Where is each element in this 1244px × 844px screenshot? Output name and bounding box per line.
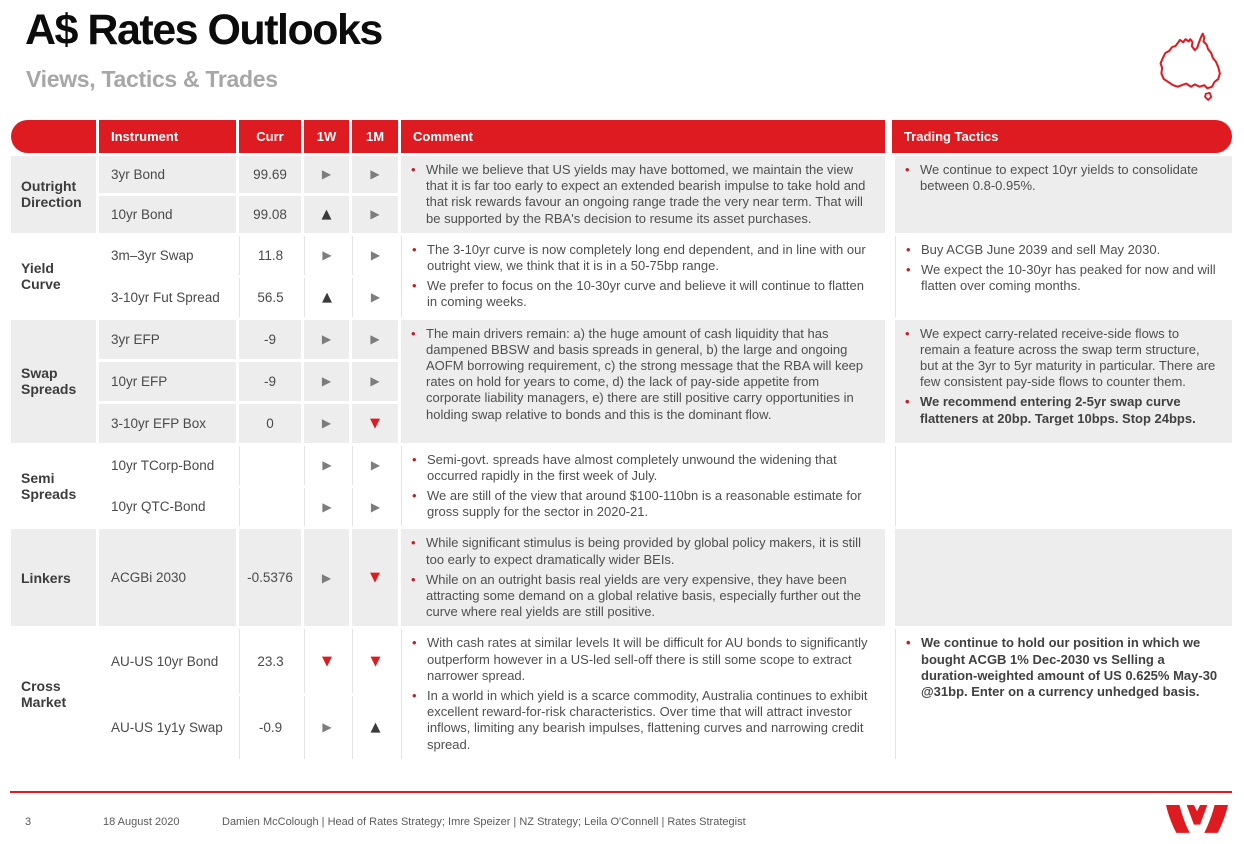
curr-cell: -9 bbox=[239, 362, 301, 401]
1w-cell bbox=[304, 446, 349, 485]
row-group-swap-spreads bbox=[11, 320, 1232, 443]
instrument-cell: 3-10yr EFP Box bbox=[99, 404, 236, 443]
instrument-cell: 3m–3yr Swap bbox=[99, 236, 236, 275]
1w-cell bbox=[304, 156, 349, 193]
1m-cell bbox=[352, 156, 398, 193]
comment-bullet-text: The 3-10yr curve is now completely long end dependent, and in line with our outright view, we think that it is in a 50-75bp range. bbox=[427, 241, 866, 274]
bullet-icon: • bbox=[412, 278, 417, 294]
instrument-cell: 10yr EFP bbox=[99, 362, 236, 401]
right-arrow-icon: ▶ bbox=[370, 248, 381, 263]
1m-cell bbox=[352, 404, 398, 443]
trading-tactics-cell bbox=[895, 156, 1232, 233]
1m-cell bbox=[352, 362, 398, 401]
footer-date: 18 August 2020 bbox=[103, 816, 180, 828]
1w-cell bbox=[304, 236, 349, 275]
up-arrow-icon: ▲ bbox=[321, 206, 332, 222]
australia-map-icon bbox=[1152, 26, 1230, 110]
tactic-bullet-text: We expect the 10-30yr has peaked for now and will flatten over coming months. bbox=[921, 262, 1216, 294]
1w-cell bbox=[304, 488, 349, 527]
bullet-icon: • bbox=[412, 488, 417, 504]
row-group-yield-curve bbox=[11, 236, 1232, 317]
1m-cell bbox=[352, 236, 398, 275]
right-arrow-icon: ▶ bbox=[370, 332, 380, 347]
comment-bullet-text: While significant stimulus is being provided by global policy makers, it is still too early to expect dramatically wider BEIs. bbox=[426, 535, 861, 567]
rates-outlook-table bbox=[11, 120, 1232, 762]
trading-tactics-cell bbox=[895, 320, 1232, 443]
instrument-cell: AU-US 1y1y Swap bbox=[99, 696, 236, 759]
1m-cell bbox=[352, 488, 398, 527]
group-label: Semi Spreads bbox=[11, 446, 96, 527]
bullet-icon: • bbox=[906, 262, 911, 278]
page-subtitle: Views, Tactics & Trades bbox=[26, 66, 278, 92]
instrument-cell: 3yr Bond bbox=[99, 156, 236, 193]
up-arrow-icon: ▲ bbox=[322, 289, 332, 305]
comment-cell bbox=[401, 529, 885, 626]
comment-bullet bbox=[412, 242, 873, 274]
right-arrow-icon: ▶ bbox=[321, 374, 332, 389]
comment-cell bbox=[401, 156, 885, 233]
comment-bullet bbox=[412, 278, 873, 310]
comment-bullet bbox=[412, 452, 873, 484]
tactic-bullet-text: Buy ACGB June 2039 and sell May 2030. bbox=[921, 241, 1161, 257]
curr-cell: 56.5 bbox=[239, 278, 301, 317]
group-label: Cross Market bbox=[11, 629, 96, 758]
curr-cell: 11.8 bbox=[239, 236, 301, 275]
comment-cell bbox=[401, 236, 885, 317]
tactic-bullet-text: We recommend entering 2-5yr swap curve flatteners at 20bp. Target 10bps. Stop 24bps. bbox=[920, 394, 1196, 426]
instrument-cell: 10yr TCorp-Bond bbox=[99, 446, 236, 485]
right-arrow-icon: ▶ bbox=[321, 167, 332, 182]
tactic-bullet bbox=[906, 242, 1220, 258]
group-label: Linkers bbox=[11, 529, 96, 626]
trading-tactics-cell bbox=[895, 446, 1232, 527]
1w-cell bbox=[304, 362, 349, 401]
comment-bullet-text: The main drivers remain: a) the huge amount of cash liquidity that has dampened BBSW and basis spreads in general, b) the large and ongoing AOFM borrowing requirement, c) the strong message that the RBA will keep rates on hold for years to come, d) the lack of pay-side appetite from corporate liability managers, e) there are still positive carry opportunities in holding swap relative to bonds and this is the dominant flow. bbox=[426, 325, 864, 422]
right-arrow-icon: ▶ bbox=[370, 207, 380, 222]
curr-cell bbox=[239, 488, 301, 527]
comment-bullet-text: While on an outright basis real yields are very expensive, they have been attracting some demand on a global relative basis, especially further out the curve where real yields are still positive. bbox=[426, 571, 862, 620]
1w-cell bbox=[304, 629, 349, 692]
right-arrow-icon: ▶ bbox=[322, 499, 332, 514]
page-title: A$ Rates Outlooks bbox=[25, 6, 382, 54]
trading-tactics-cell bbox=[895, 236, 1232, 317]
group-label: Outright Direction bbox=[11, 156, 96, 233]
bullet-icon: • bbox=[411, 325, 416, 341]
curr-cell: 0 bbox=[239, 404, 301, 443]
right-arrow-icon: ▶ bbox=[370, 499, 381, 514]
table-header-row bbox=[11, 120, 1232, 153]
right-arrow-icon: ▶ bbox=[321, 570, 332, 585]
instrument-cell: ACGBi 2030 bbox=[99, 529, 236, 626]
right-arrow-icon: ▶ bbox=[322, 458, 332, 473]
westpac-logo bbox=[1166, 803, 1228, 836]
curr-cell: -0.9 bbox=[239, 696, 301, 759]
down-arrow-icon: ▼ bbox=[370, 570, 380, 586]
1w-cell bbox=[304, 404, 349, 443]
1w-cell bbox=[304, 278, 349, 317]
bullet-icon: • bbox=[411, 535, 416, 551]
1m-cell bbox=[352, 629, 398, 692]
tactic-bullet bbox=[906, 262, 1220, 294]
tactic-bullet-text: We continue to expect 10yr yields to consolidate between 0.8-0.95%. bbox=[920, 162, 1198, 194]
comment-bullet bbox=[411, 326, 873, 423]
row-group-semi-spreads bbox=[11, 446, 1232, 527]
tactic-bullet bbox=[905, 326, 1220, 391]
1w-cell bbox=[304, 696, 349, 759]
bullet-icon: • bbox=[905, 325, 910, 341]
right-arrow-icon: ▶ bbox=[370, 458, 381, 473]
curr-cell: 99.08 bbox=[239, 196, 301, 233]
bullet-icon: • bbox=[412, 241, 417, 257]
instrument-cell: 10yr QTC-Bond bbox=[99, 488, 236, 527]
1m-cell bbox=[352, 529, 398, 626]
footer-rule bbox=[10, 791, 1232, 793]
bullet-icon: • bbox=[412, 635, 417, 651]
table-body bbox=[11, 156, 1232, 759]
page-number: 3 bbox=[25, 816, 32, 828]
down-arrow-icon: ▼ bbox=[322, 653, 332, 669]
row-group-cross-market bbox=[11, 629, 1232, 758]
comment-bullet bbox=[411, 535, 873, 567]
curr-cell: -0.5376 bbox=[239, 529, 301, 626]
comment-bullet bbox=[412, 688, 873, 753]
header-comment: Comment bbox=[401, 120, 885, 153]
curr-cell: -9 bbox=[239, 320, 301, 359]
bullet-icon: • bbox=[906, 241, 911, 257]
header-group bbox=[11, 120, 96, 153]
comment-cell bbox=[401, 446, 885, 527]
right-arrow-icon: ▶ bbox=[370, 167, 380, 182]
right-arrow-icon: ▶ bbox=[322, 720, 332, 735]
1m-cell bbox=[352, 196, 398, 233]
right-arrow-icon: ▶ bbox=[321, 332, 332, 347]
comment-bullet bbox=[411, 572, 873, 621]
down-arrow-icon: ▼ bbox=[370, 653, 381, 669]
1w-cell bbox=[304, 196, 349, 233]
right-arrow-icon: ▶ bbox=[370, 374, 380, 389]
instrument-cell: 3yr EFP bbox=[99, 320, 236, 359]
right-arrow-icon: ▶ bbox=[321, 416, 332, 431]
comment-bullet-text: We prefer to focus on the 10-30yr curve and believe it will continue to flatten in coming weeks. bbox=[427, 278, 864, 310]
header-1m: 1M bbox=[352, 120, 398, 153]
row-group-linkers bbox=[11, 529, 1232, 626]
curr-cell: 99.69 bbox=[239, 156, 301, 193]
comment-cell bbox=[401, 629, 885, 758]
instrument-cell: 3-10yr Fut Spread bbox=[99, 278, 236, 317]
tactic-bullet bbox=[905, 394, 1220, 426]
group-label: Yield Curve bbox=[11, 236, 96, 317]
comment-bullet-text: In a world in which yield is a scarce commodity, Australia continues to exhibit excellent reward-for-risk characteristics. Over time that will attract investor inflows, limiting any bearish impulses, flattening curves and narrowing credit spread. bbox=[427, 688, 868, 752]
right-arrow-icon: ▶ bbox=[322, 248, 332, 263]
1m-cell bbox=[352, 446, 398, 485]
up-arrow-icon: ▲ bbox=[370, 719, 381, 735]
group-label: Swap Spreads bbox=[11, 320, 96, 443]
header-trading-tactics: Trading Tactics bbox=[892, 120, 1232, 153]
comment-bullet-text: We are still of the view that around $100-110bn is a reasonable estimate for gross supply for the sector in 2020-21. bbox=[427, 488, 862, 520]
tactic-bullet bbox=[906, 635, 1220, 700]
comment-bullet bbox=[412, 635, 873, 684]
tactic-bullet-text: We continue to hold our position in which we bought ACGB 1% Dec-2030 vs Selling a duration-weighted amount of US 0.625% May-30 @31bp. Enter on a currency unhedged basis. bbox=[921, 635, 1218, 700]
comment-cell bbox=[401, 320, 885, 443]
row-group-outright-direction bbox=[11, 156, 1232, 233]
trading-tactics-cell bbox=[895, 529, 1232, 626]
instrument-cell: 10yr Bond bbox=[99, 196, 236, 233]
tactic-bullet bbox=[905, 162, 1220, 194]
right-arrow-icon: ▶ bbox=[370, 290, 381, 305]
bullet-icon: • bbox=[411, 162, 416, 177]
tactic-bullet-text: We expect carry-related receive-side flows to remain a feature across the swap term structure, but at the 3yr to 5yr maturity in particular. There are few consistent pay-side flows to counter them. bbox=[920, 325, 1216, 390]
down-arrow-icon: ▼ bbox=[370, 415, 380, 431]
header-instrument: Instrument bbox=[99, 120, 236, 153]
bullet-icon: • bbox=[906, 635, 911, 651]
1m-cell bbox=[352, 278, 398, 317]
1w-cell bbox=[304, 320, 349, 359]
1m-cell bbox=[352, 320, 398, 359]
1w-cell bbox=[304, 529, 349, 626]
bullet-icon: • bbox=[411, 571, 416, 587]
comment-bullet-text: With cash rates at similar levels It will be difficult for AU bonds to significantly outperform however in a US-led sell-off there is still some scope to extract narrower spread. bbox=[427, 635, 868, 683]
curr-cell: 23.3 bbox=[239, 629, 301, 692]
bullet-icon: • bbox=[905, 162, 910, 177]
bullet-icon: • bbox=[412, 688, 417, 704]
footer-authors: Damien McColough | Head of Rates Strategy; Imre Speizer | NZ Strategy; Leila O'Connell | Rates Strategist bbox=[222, 816, 746, 828]
comment-bullet-text: While we believe that US yields may have bottomed, we maintain the view that it is far too early to expect an extended bearish impulse to take hold and that risk rewards favour an ongoing range trade the very near term. That will be supported by the RBA's decision to resume its asset purchases. bbox=[426, 162, 866, 226]
bullet-icon: • bbox=[412, 451, 417, 467]
1m-cell bbox=[352, 696, 398, 759]
curr-cell bbox=[239, 446, 301, 485]
header-1w: 1W bbox=[304, 120, 349, 153]
header-curr: Curr bbox=[239, 120, 301, 153]
comment-bullet bbox=[412, 488, 873, 520]
instrument-cell: AU-US 10yr Bond bbox=[99, 629, 236, 692]
trading-tactics-cell bbox=[895, 629, 1232, 758]
comment-bullet-text: Semi-govt. spreads have almost completely unwound the widening that occurred rapidly in the first week of July. bbox=[427, 451, 837, 483]
comment-bullet bbox=[411, 162, 873, 227]
bullet-icon: • bbox=[905, 394, 910, 410]
